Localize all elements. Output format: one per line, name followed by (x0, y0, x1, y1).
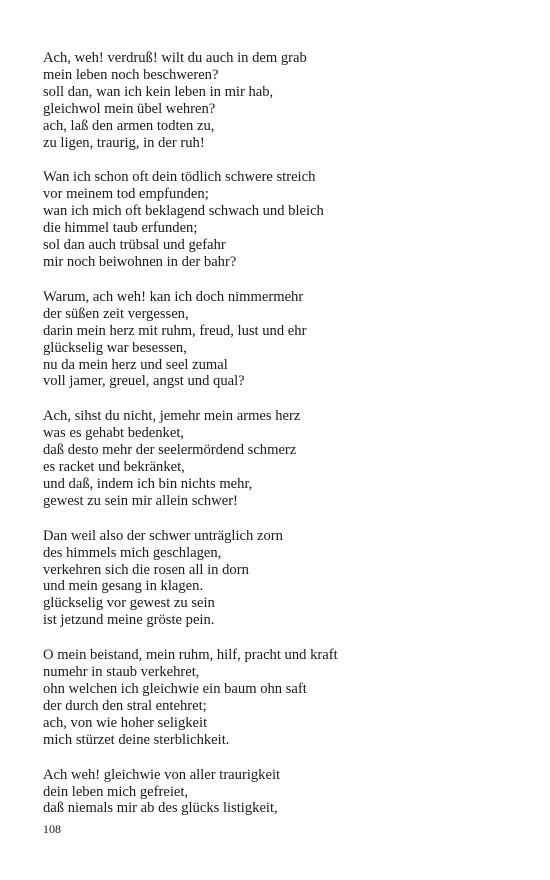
verse-line: mich stürzet deine sterblichkeit. (43, 731, 230, 748)
verse-line: Ach weh! gleichwie von aller traurigkeit (43, 766, 281, 783)
verse-line: verkehren sich die rosen all in dorn (43, 561, 249, 578)
verse-line: wan ich mich oft beklagend schwach und bleich (43, 203, 324, 220)
verse-line: was es gehabt bedenket, (43, 425, 185, 442)
verse-line: Warum, ach weh! kan ich doch nimmermehr (43, 288, 304, 305)
verse-line: gewest zu sein mir allein schwer! (43, 492, 238, 509)
verse-line: ist jetzund meine gröste pein. (43, 612, 215, 629)
verse-line: numehr in staub verkehret, (43, 664, 200, 681)
verse-line: nu da mein herz und seel zumal (43, 356, 228, 373)
verse-line: ohn welchen ich gleichwie ein baum ohn saft (43, 681, 307, 697)
verse-line: zu ligen, traurig, in der ruh! (43, 134, 205, 151)
verse-line: gleichwol mein übel wehren? (43, 100, 216, 117)
stanza (43, 408, 523, 509)
verse-line: voll jamer, greuel, angst und qual? (43, 373, 245, 390)
verse-line: mir noch beiwohnen in der bahr? (43, 253, 237, 270)
verse-line: der süßen zeit vergessen, (43, 305, 189, 322)
verse-line: daß desto mehr der seelermördend schmerz (43, 442, 297, 459)
verse-line: ach, von wie hoher seligkeit (43, 714, 208, 731)
stanza (43, 767, 523, 818)
verse-line: darin mein herz mit ruhm, freud, lust und ehr (43, 322, 307, 339)
stanza (43, 169, 523, 270)
verse-line: die himmel taub erfunden; (43, 220, 198, 237)
verse-line: glückselig war besessen, (43, 339, 187, 356)
verse-line: des himmels mich geschlagen, (43, 544, 222, 561)
verse-line: vor meinem tod empfunden; (43, 186, 209, 203)
verse-line: sol dan auch trübsal und gefahr (43, 237, 226, 254)
verse-line: soll dan, wan ich kein leben in mir hab, (43, 83, 274, 100)
stanza (43, 50, 523, 151)
verse-line: Ach, sihst du nicht, jemehr mein armes herz (43, 408, 301, 425)
verse-line: O mein beistand, mein ruhm, hilf, pracht und kraft (43, 647, 338, 664)
poem-body (43, 50, 523, 835)
verse-line: Dan weil also der schwer unträglich zorn (43, 527, 283, 544)
verse-line: ach, laß den armen todten zu, (43, 117, 215, 134)
verse-line: Wan ich schon oft dein tödlich schwere streich (43, 169, 316, 186)
page-number: 108 (43, 822, 61, 836)
stanza (43, 647, 523, 748)
verse-line: glückselig vor gewest zu sein (43, 595, 215, 612)
verse-line: daß niemals mir ab des glücks listigkeit, (43, 800, 278, 817)
verse-line: dein leben mich gefreiet, (43, 783, 189, 800)
verse-line: mein leben noch beschweren? (43, 66, 219, 83)
stanza (43, 528, 523, 629)
verse-line: der durch den stral entehret; (43, 697, 207, 714)
verse-line: und mein gesang in klagen. (43, 578, 204, 595)
verse-line: Ach, weh! verdruß! wilt du auch in dem grab (43, 50, 307, 66)
stanza (43, 289, 523, 390)
verse-line: und daß, indem ich bin nichts mehr, (43, 475, 253, 492)
verse-line: es racket und bekränket, (43, 459, 185, 476)
